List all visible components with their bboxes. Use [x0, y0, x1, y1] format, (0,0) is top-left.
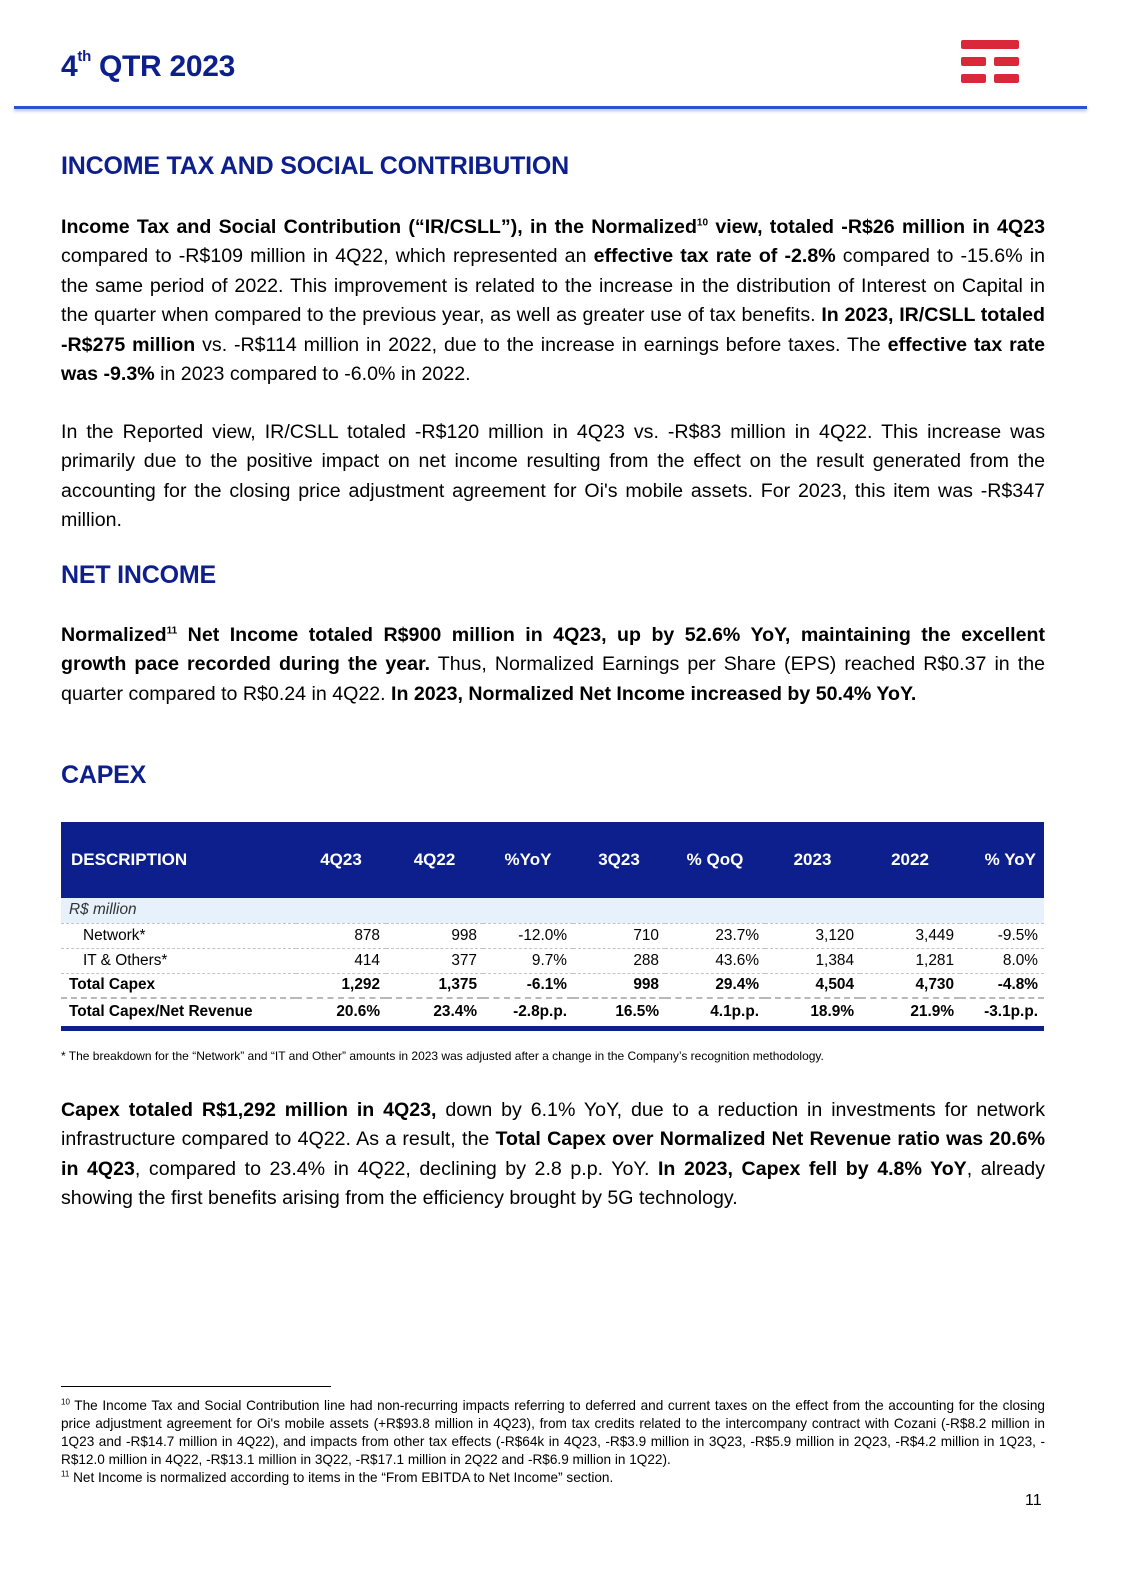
column-header: %YoY [483, 822, 573, 898]
table-cell: 998 [386, 923, 483, 948]
table-cell: 4,730 [860, 973, 960, 998]
table-cell: 878 [296, 923, 386, 948]
column-header: % YoY [960, 822, 1044, 898]
table-cell: -2.8p.p. [483, 998, 573, 1028]
table-cell: 1,292 [296, 973, 386, 998]
tim-logo-icon [961, 40, 1019, 88]
capex-table-note: * The breakdown for the “Network” and “IT and Other” amounts in 2023 was adjusted after a change in the Company’s recognition methodology. [61, 1049, 824, 1063]
table-cell: -3.1p.p. [960, 998, 1044, 1028]
net-income-paragraph: Normalized$^{11}$ Net Income totaled R$900 million in 4Q23, up by 52.6% YoY, maintaining the excellent growth pace recorded during the year. Thus, Normalized Earnings per Share (EPS) reached R$0.37 in the quarter compared to R$0.24 in 4Q22. In 2023, Normalized Net Income increased by 50.4% YoY. [61, 624, 1045, 705]
column-header: 4Q22 [386, 822, 483, 898]
footnote-divider [61, 1386, 331, 1387]
table-cell: 20.6% [296, 998, 386, 1028]
capex-paragraph: Capex totaled R$1,292 million in 4Q23, down by 6.1% YoY, due to a reduction in investments for network infrastructure compared to 4Q22. As a result, the Total Capex over Normalized Net Revenue ratio was 20.6% in 4Q23, compared to 23.4% in 4Q22, declining by 2.8 p.p. YoY. In 2023, Capex fell by 4.8% YoY, already showing the first benefits arising from the efficiency brought by 5G technology. [61, 1099, 1046, 1210]
row-label: IT & Others* [61, 948, 296, 973]
table-row-total [61, 973, 1044, 998]
table-cell: -6.1% [483, 973, 573, 998]
row-label: Total Capex/Net Revenue [61, 998, 296, 1028]
table-row-ratio [61, 998, 1044, 1028]
table-cell: 43.6% [665, 948, 765, 973]
table-cell: -4.8% [960, 973, 1044, 998]
page-number: 11 [1025, 1492, 1042, 1509]
footnote-11: $^{11}$ Net Income is normalized according to items in the “From EBITDA to Net Income” section. [61, 1469, 614, 1485]
footnotes [61, 1397, 1045, 1487]
table-cell: 9.7% [483, 948, 573, 973]
table-cell: 414 [296, 948, 386, 973]
capex-table [61, 822, 1044, 1031]
table-cell: 288 [573, 948, 665, 973]
table-row [61, 923, 1044, 948]
table-cell: 16.5% [573, 998, 665, 1028]
table-cell: 4,504 [765, 973, 860, 998]
column-header: 4Q23 [296, 822, 386, 898]
table-cell: 8.0% [960, 948, 1044, 973]
unit-row [61, 898, 1044, 923]
table-cell: 710 [573, 923, 665, 948]
row-label: Network* [61, 923, 296, 948]
column-header: % QoQ [665, 822, 765, 898]
table-cell: -12.0% [483, 923, 573, 948]
table-cell: 3,120 [765, 923, 860, 948]
table-cell: 29.4% [665, 973, 765, 998]
page-header-title [61, 50, 235, 84]
income-tax-heading: INCOME TAX AND SOCIAL CONTRIBUTION [61, 152, 570, 180]
table-cell: 3,449 [860, 923, 960, 948]
table-cell: -9.5% [960, 923, 1044, 948]
table-cell: 23.7% [665, 923, 765, 948]
column-header: 2023 [765, 822, 860, 898]
capex-table-header-row [61, 822, 1044, 898]
unit-label: R$ million [61, 898, 1044, 923]
column-header: 2022 [860, 822, 960, 898]
row-label: Total Capex [61, 973, 296, 998]
income-tax-paragraph-1: Income Tax and Social Contribution (“IR/CSLL”), in the Normalized$^{10}$ view, totaled -R$26 million in 4Q23 compared to -R$109 million in 4Q22, which represented an effective tax rate of -2.8% compared to -15.6% in the same period of 2022. This improvement is related to the increase in the distribution of Interest on Capital in the quarter when compared to the previous year, as well as greater use of tax benefits. In 2023, IR/CSLL totaled -R$275 million vs. -R$114 million in 2022, due to the increase in earnings before taxes. The effective tax rate was -9.3% in 2023 compared to -6.0% in 2022. [61, 216, 1046, 386]
column-header: DESCRIPTION [61, 822, 296, 898]
table-cell: 23.4% [386, 998, 483, 1028]
table-cell: 377 [386, 948, 483, 973]
table-cell: 21.9% [860, 998, 960, 1028]
header-title-prefix: 4 [61, 50, 78, 83]
table-cell: 1,375 [386, 973, 483, 998]
table-cell: 1,281 [860, 948, 960, 973]
table-cell: 1,384 [765, 948, 860, 973]
table-cell: 18.9% [765, 998, 860, 1028]
table-row [61, 948, 1044, 973]
footnote-10: $^{10}$ The Income Tax and Social Contribution line had non-recurring impacts referring to deferred and current taxes on the effect from the accounting for the closing price adjustment agreement for Oi's mobile assets (+R$93.8 million in 4Q23), from tax credits related to the intercompany contract with Cozani (-R$8.2 million in 1Q23 and -R$14.7 million in 4Q22), and impacts from other tax effects (-R$64k in 4Q23, -R$3.9 million in 3Q23, -R$5.9 million in 2Q23, -R$4.2 million in 1Q23, -R$12.0 million in 4Q22, -R$13.1 million in 3Q22, -R$17.1 million in 2Q22 and -R$6.9 million in 1Q22). [61, 1397, 1045, 1467]
income-tax-paragraph-2: In the Reported view, IR/CSLL totaled -R$120 million in 4Q23 vs. -R$83 million in 4Q22. This increase was primarily due to the positive impact on net income resulting from the effect on the result generated from the accounting for the closing price adjustment agreement for Oi's mobile assets. For 2023, this item was -R$347 million. [61, 421, 1045, 532]
table-cell: 4.1p.p. [665, 998, 765, 1028]
header-title-sup: th [77, 48, 91, 65]
net-income-heading: NET INCOME [61, 561, 216, 589]
header-divider [14, 106, 1087, 109]
table-cell: 998 [573, 973, 665, 998]
capex-heading: CAPEX [61, 761, 147, 789]
header-title-suffix: QTR 2023 [90, 50, 235, 83]
column-header: 3Q23 [573, 822, 665, 898]
